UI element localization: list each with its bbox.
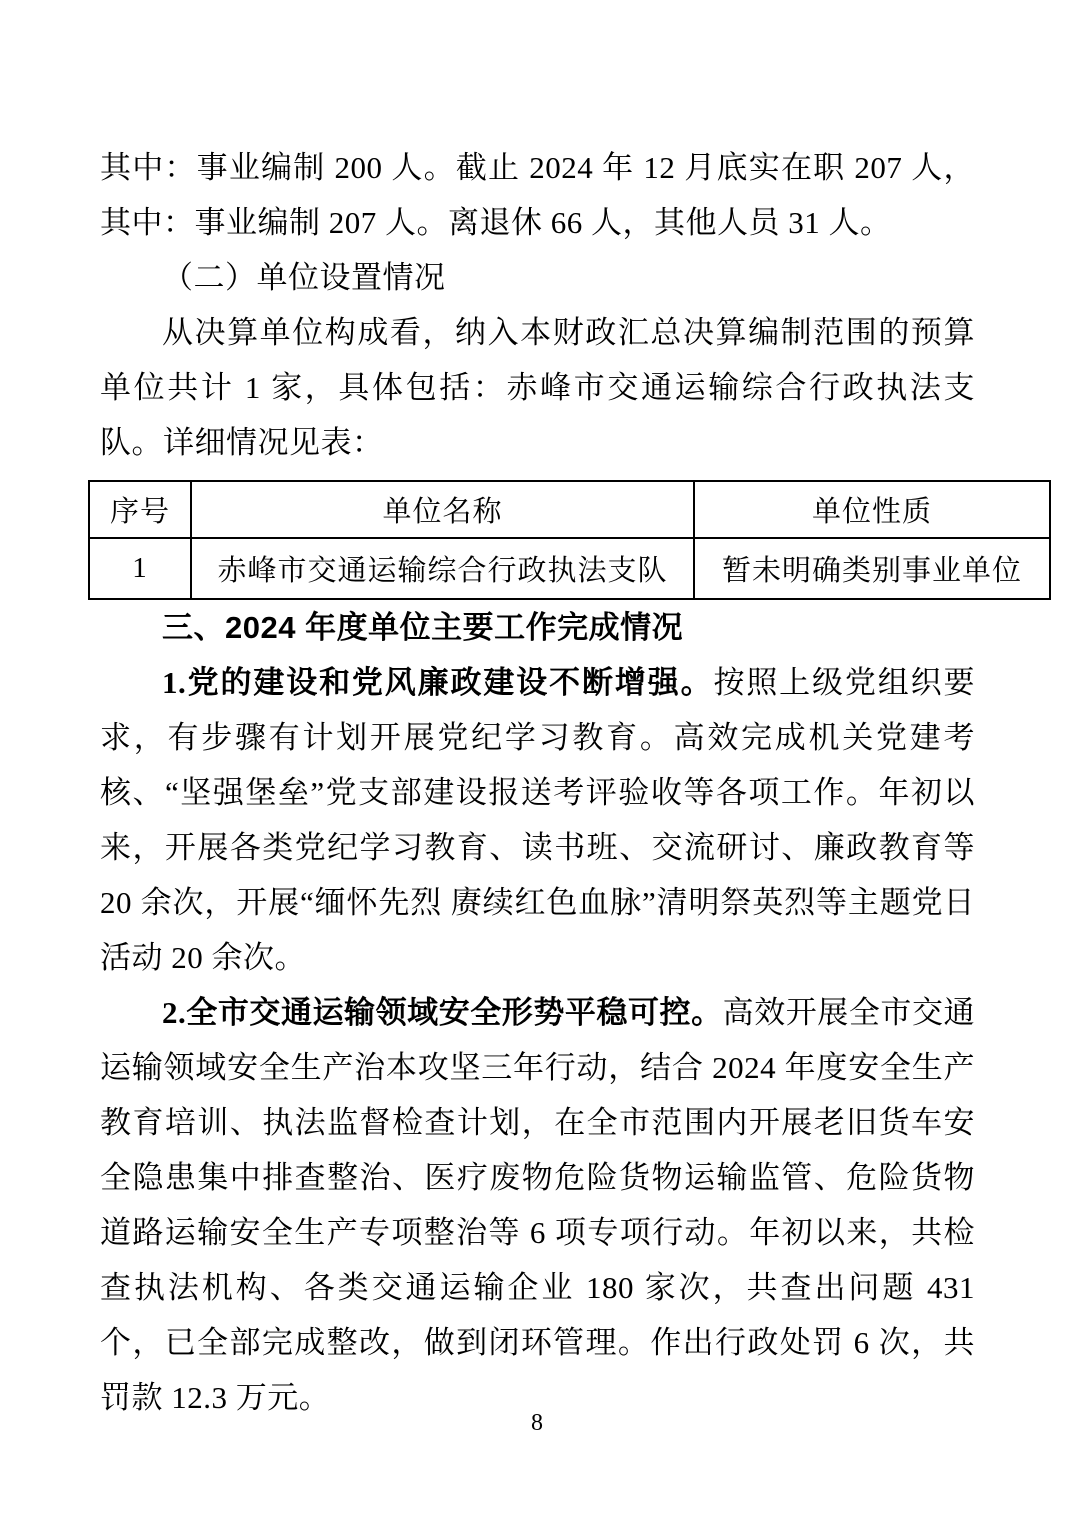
table-header-unit-name: 单位名称 bbox=[191, 481, 694, 538]
page-number: 8 bbox=[531, 1410, 543, 1436]
table-header-seq: 序号 bbox=[89, 481, 191, 538]
work-item-1 bbox=[100, 655, 975, 985]
section-heading-work-completion: 三、2024 年度单位主要工作完成情况 bbox=[162, 610, 684, 645]
document-content bbox=[100, 140, 1022, 1425]
table-header-unit-type: 单位性质 bbox=[694, 481, 1050, 538]
table-cell-unit-name: 赤峰市交通运输综合行政执法支队 bbox=[191, 538, 694, 599]
work-item-2-body: 高效开展全市交通运输领域安全生产治本攻坚三年行动，结合 2024 年度安全生产教育培训、执法监督检查计划，在全市范围内开展老旧货车安全隐患集中排查整治、医疗废物危险货物运输监管、危险货物道路运输安全生产专项整治等 6 项专项行动。年初以来，共检查执法机构、各类交通运输企业 180 家次，共查出问题 431 个，已全部完成整改，做到闭环管理。作出行政处罚 6 次，共罚款 12.3 万元。 bbox=[100, 995, 976, 1415]
paragraph-unit-setup: 从决算单位构成看，纳入本财政汇总决算编制范围的预算单位共计 1 家，具体包括：赤峰市交通运输综合行政执法支队。详细情况见表： bbox=[100, 315, 975, 460]
work-item-2 bbox=[100, 985, 975, 1425]
table-cell-unit-type: 暂未明确类别事业单位 bbox=[694, 538, 1050, 599]
unit-table bbox=[88, 480, 1051, 600]
work-item-2-lead: 2.全市交通运输领域安全形势平稳可控。 bbox=[162, 995, 723, 1030]
unit-table-header-row bbox=[89, 481, 1050, 538]
work-item-1-body: 按照上级党组织要求，有步骤有计划开展党纪学习教育。高效完成机关党建考核、“坚强堡垒”党支部建设报送考评验收等各项工作。年初以来，开展各类党纪学习教育、读书班、交流研讨、廉政教育等 20 余次，开展“缅怀先烈 赓续红色血脉”清明祭英烈等主题党日活动 20 余次。 bbox=[100, 665, 976, 975]
work-item-1-lead: 1.党的建设和党风廉政建设不断增强。 bbox=[162, 665, 714, 700]
paragraph-staffing: 其中：事业编制 200 人。截止 2024 年 12 月底实在职 207 人，其中：事业编制 207 人。离退休 66 人，其他人员 31 人。 bbox=[100, 150, 975, 240]
table-cell-seq: 1 bbox=[89, 538, 191, 599]
table-row bbox=[89, 538, 1050, 599]
subsection-heading-unit-setup: （二）单位设置情况 bbox=[162, 260, 446, 295]
